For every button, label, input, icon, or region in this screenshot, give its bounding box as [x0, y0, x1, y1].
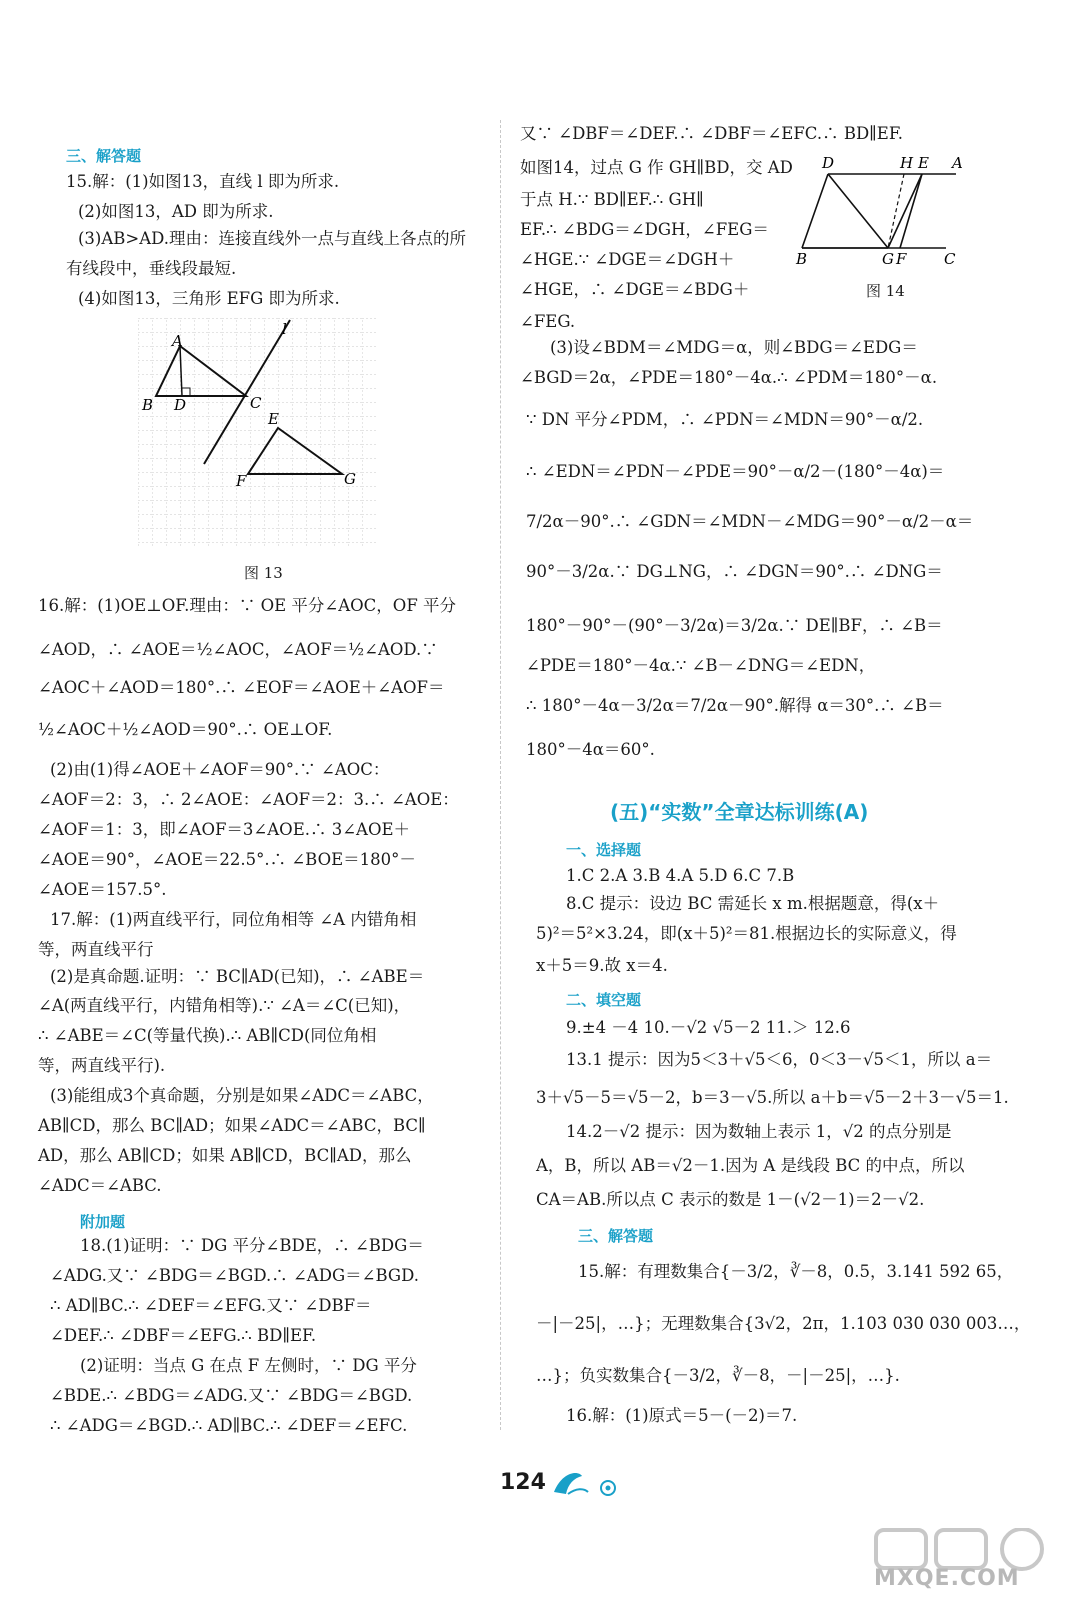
left-text-line: 16.解：(1)OE⊥OF.理由：∵ OE 平分∠AOC，OF 平分: [38, 596, 457, 615]
right-text-line: ∴ 180°－4α－3/2α＝7/2α－90°.解得 α＝30°.∴ ∠B＝: [526, 696, 944, 715]
right-text-line: －|－25|，…}；无理数集合{3√2，2π，1.103 030 030 003…，: [536, 1314, 1031, 1333]
watermark-text: MXQE.COM: [874, 1566, 1020, 1591]
fig14-label-f: F: [896, 250, 907, 268]
fig13-label-b: B: [142, 396, 154, 414]
left-text-line: ∠ADC＝∠ABC.: [38, 1176, 162, 1195]
fig14-label-h: H: [900, 154, 914, 172]
right-text-line: ∵ DN 平分∠PDM，∴ ∠PDN＝∠MDN＝90°－α/2.: [526, 410, 924, 429]
right-text-line: ∠BGD＝2α，∠PDE＝180°－4α.∴ ∠PDM＝180°－α.: [520, 368, 938, 387]
right-text-line: 一、选择题: [566, 841, 642, 859]
left-text-line: 17.解：(1)两直线平行，同位角相等 ∠A 内错角相: [50, 910, 417, 929]
figure-13-grid-diagram: [138, 318, 376, 548]
left-text-line: 15.解：(1)如图13，直线 l 即为所求.: [66, 172, 340, 191]
left-text-line: (2)由(1)得∠AOE＋∠AOF＝90°.∵ ∠AOC：: [50, 760, 390, 779]
fig13-label-g: G: [344, 470, 356, 488]
right-text-line: 13.1 提示：因为5＜3＋√5＜6，0＜3－√5＜1，所以 a＝: [566, 1050, 993, 1069]
left-text-line: ∠AOD，∴ ∠AOE＝½∠AOC，∠AOF＝½∠AOD.∵: [38, 640, 438, 659]
left-text-line: ∴ AD∥BC.∴ ∠DEF＝∠EFG.又∵ ∠DBF＝: [50, 1296, 372, 1315]
right-text-line: 三、解答题: [578, 1227, 654, 1245]
right-text-line: 3＋√5－5＝√5－2，b＝3－√5.所以 a＋b＝√5－2＋3－√5＝1.: [536, 1088, 1009, 1107]
fig13-label-f: F: [236, 472, 247, 490]
right-text-line: x＋5＝9.故 x＝4.: [536, 956, 668, 975]
right-text-line: 如图14，过点 G 作 GH∥BD，交 AD: [520, 158, 793, 177]
left-text-line: (3)能组成3个真命题，分别是如果∠ADC＝∠ABC，: [50, 1086, 434, 1105]
right-text-line: ∴ ∠EDN＝∠PDN－∠PDE＝90°－α/2－(180°－4α)＝: [526, 462, 945, 481]
left-text-line: (2)如图13，AD 即为所求.: [78, 202, 274, 221]
right-text-line: 5)²＝5²×3.24，即(x＋5)²＝81.根据边长的实际意义，得: [536, 924, 957, 943]
fig14-label-e: E: [918, 154, 929, 172]
fig13-label-e: E: [268, 410, 279, 428]
fig14-label-a: A: [952, 154, 963, 172]
right-text-line: (3)设∠BDM＝∠MDG＝α，则∠BDG＝∠EDG＝: [550, 338, 918, 357]
left-text-line: 18.(1)证明：∵ DG 平分∠BDE，∴ ∠BDG＝: [80, 1236, 424, 1255]
left-text-line: ∠ADG.又∵ ∠BDG＝∠BGD.∴ ∠ADG＝∠BGD.: [50, 1266, 419, 1285]
left-text-line: ∠DEF.∴ ∠DBF＝∠EFG.∴ BD∥EF.: [50, 1326, 317, 1345]
right-text-line: ∠FEG.: [520, 312, 576, 331]
left-text-line: ½∠AOC＋½∠AOD＝90°.∴ OE⊥OF.: [38, 720, 333, 739]
right-text-line: 于点 H.∵ BD∥EF.∴ GH∥: [520, 190, 704, 209]
figure-14-caption: 图 14: [866, 282, 905, 300]
right-text-line: 二、填空题: [566, 991, 642, 1009]
left-text-line: ∠AOF＝2：3，∴ 2∠AOE：∠AOF＝2：3.∴ ∠AOE：: [38, 790, 459, 809]
page-number: 124: [500, 1470, 546, 1495]
right-text-line: 又∵ ∠DBF＝∠DEF.∴ ∠DBF＝∠EFC.∴ BD∥EF.: [520, 124, 903, 143]
fig14-label-d: D: [822, 154, 835, 172]
fig14-label-g: G: [882, 250, 894, 268]
left-text-line: 有线段中，垂线段最短.: [66, 259, 237, 278]
right-text-line: 14.2－√2 提示：因为数轴上表示 1，√2 的点分别是: [566, 1122, 952, 1141]
right-text-line: ∠HGE，∴ ∠DGE＝∠BDG＋: [520, 280, 750, 299]
right-text-line: …}；负实数集合{－3/2，∛－8，－|－25|，…}.: [536, 1366, 900, 1385]
left-text-line: ∠A(两直线平行，内错角相等).∵ ∠A＝∠C(已知)，: [38, 996, 411, 1015]
left-text-line: ∠AOE＝90°，∠AOE＝22.5°.∴ ∠BOE＝180°－: [38, 850, 416, 869]
leaf-swirl-icon: [548, 1466, 628, 1500]
fig13-label-a: A: [172, 332, 183, 350]
right-text-line: 1.C 2.A 3.B 4.A 5.D 6.C 7.B: [566, 866, 795, 885]
left-text-line: ∠AOF＝1：3，即∠AOF＝3∠AOE.∴ 3∠AOE＋: [38, 820, 411, 839]
left-text-line: ∴ ∠ADG＝∠BGD.∴ AD∥BC.∴ ∠DEF＝∠EFC.: [50, 1416, 408, 1435]
left-text-line: (2)是真命题.证明：∵ BC∥AD(已知)，∴ ∠ABE＝: [50, 967, 425, 986]
right-text-line: EF.∴ ∠BDG＝∠DGH，∠FEG＝: [520, 220, 769, 239]
right-text-line: 180°－4α＝60°.: [526, 740, 655, 759]
left-text-line: 等，两直线平行: [38, 940, 154, 959]
left-text-line: (3)AB>AD.理由：连接直线外一点与直线上各点的所: [78, 229, 467, 248]
fig13-label-d: D: [174, 396, 187, 414]
right-text-line: 180°－90°－(90°－3/2α)＝3/2α.∵ DE∥BF，∴ ∠B＝: [526, 616, 943, 635]
left-text-line: ∠AOC＋∠AOD＝180°.∴ ∠EOF＝∠AOE＋∠AOF＝: [38, 678, 445, 697]
left-text-line: ∠AOE＝157.5°.: [38, 880, 167, 899]
right-text-line: CA＝AB.所以点 C 表示的数是 1－(√2－1)＝2－√2.: [536, 1190, 925, 1209]
chapter-title: (五)“实数”全章达标训练(A): [610, 800, 869, 824]
right-text-line: 7/2α－90°.∴ ∠GDN＝∠MDN－∠MDG＝90°－α/2－α＝: [526, 512, 974, 531]
left-text-line: (4)如图13，三角形 EFG 即为所求.: [78, 289, 340, 308]
right-text-line: 8.C 提示：设边 BC 需延长 x m.根据题意，得(x＋: [566, 894, 940, 913]
left-text-line: (2)证明：当点 G 在点 F 左侧时，∵ DG 平分: [80, 1356, 417, 1375]
right-text-line: 15.解：有理数集合{－3/2，∛－8，0.5，3.141 592 65，: [578, 1262, 1014, 1281]
left-text-line: AB∥CD，那么 BC∥AD；如果∠ADC＝∠ABC，BC∥: [38, 1116, 426, 1135]
right-text-line: ∠PDE＝180°－4α.∵ ∠B－∠DNG＝∠EDN，: [526, 656, 876, 675]
left-text-line: 等，两直线平行).: [38, 1056, 166, 1075]
fig14-label-c: C: [944, 250, 956, 268]
left-text-line: 附加题: [80, 1213, 126, 1231]
right-text-line: A，B，所以 AB＝√2－1.因为 A 是线段 BC 的中点，所以: [536, 1156, 965, 1175]
left-text-line: AD，那么 AB∥CD；如果 AB∥CD，BC∥AD，那么: [38, 1146, 412, 1165]
fig13-label-c: C: [250, 394, 262, 412]
left-text-line: 三、解答题: [66, 147, 142, 165]
column-divider: [500, 120, 501, 1430]
left-text-line: ∴ ∠ABE＝∠C(等量代换).∴ AB∥CD(同位角相: [38, 1026, 377, 1045]
figure-14-diagram: [794, 152, 972, 270]
right-text-line: ∠HGE.∵ ∠DGE＝∠DGH＋: [520, 250, 735, 269]
figure-13-caption: 图 13: [244, 564, 283, 582]
right-text-line: 90°－3/2α.∵ DG⊥NG，∴ ∠DGN＝90°.∴ ∠DNG＝: [526, 562, 943, 581]
fig14-label-b: B: [796, 250, 808, 268]
left-text-line: ∠BDE.∴ ∠BDG＝∠ADG.又∵ ∠BDG＝∠BGD.: [50, 1386, 413, 1405]
right-text-line: 9.±4 －4 10.－√2 √5－2 11.＞ 12.6: [566, 1018, 851, 1037]
right-text-line: 16.解：(1)原式＝5－(－2)＝7.: [566, 1406, 798, 1425]
fig13-label-l: l: [282, 320, 287, 338]
